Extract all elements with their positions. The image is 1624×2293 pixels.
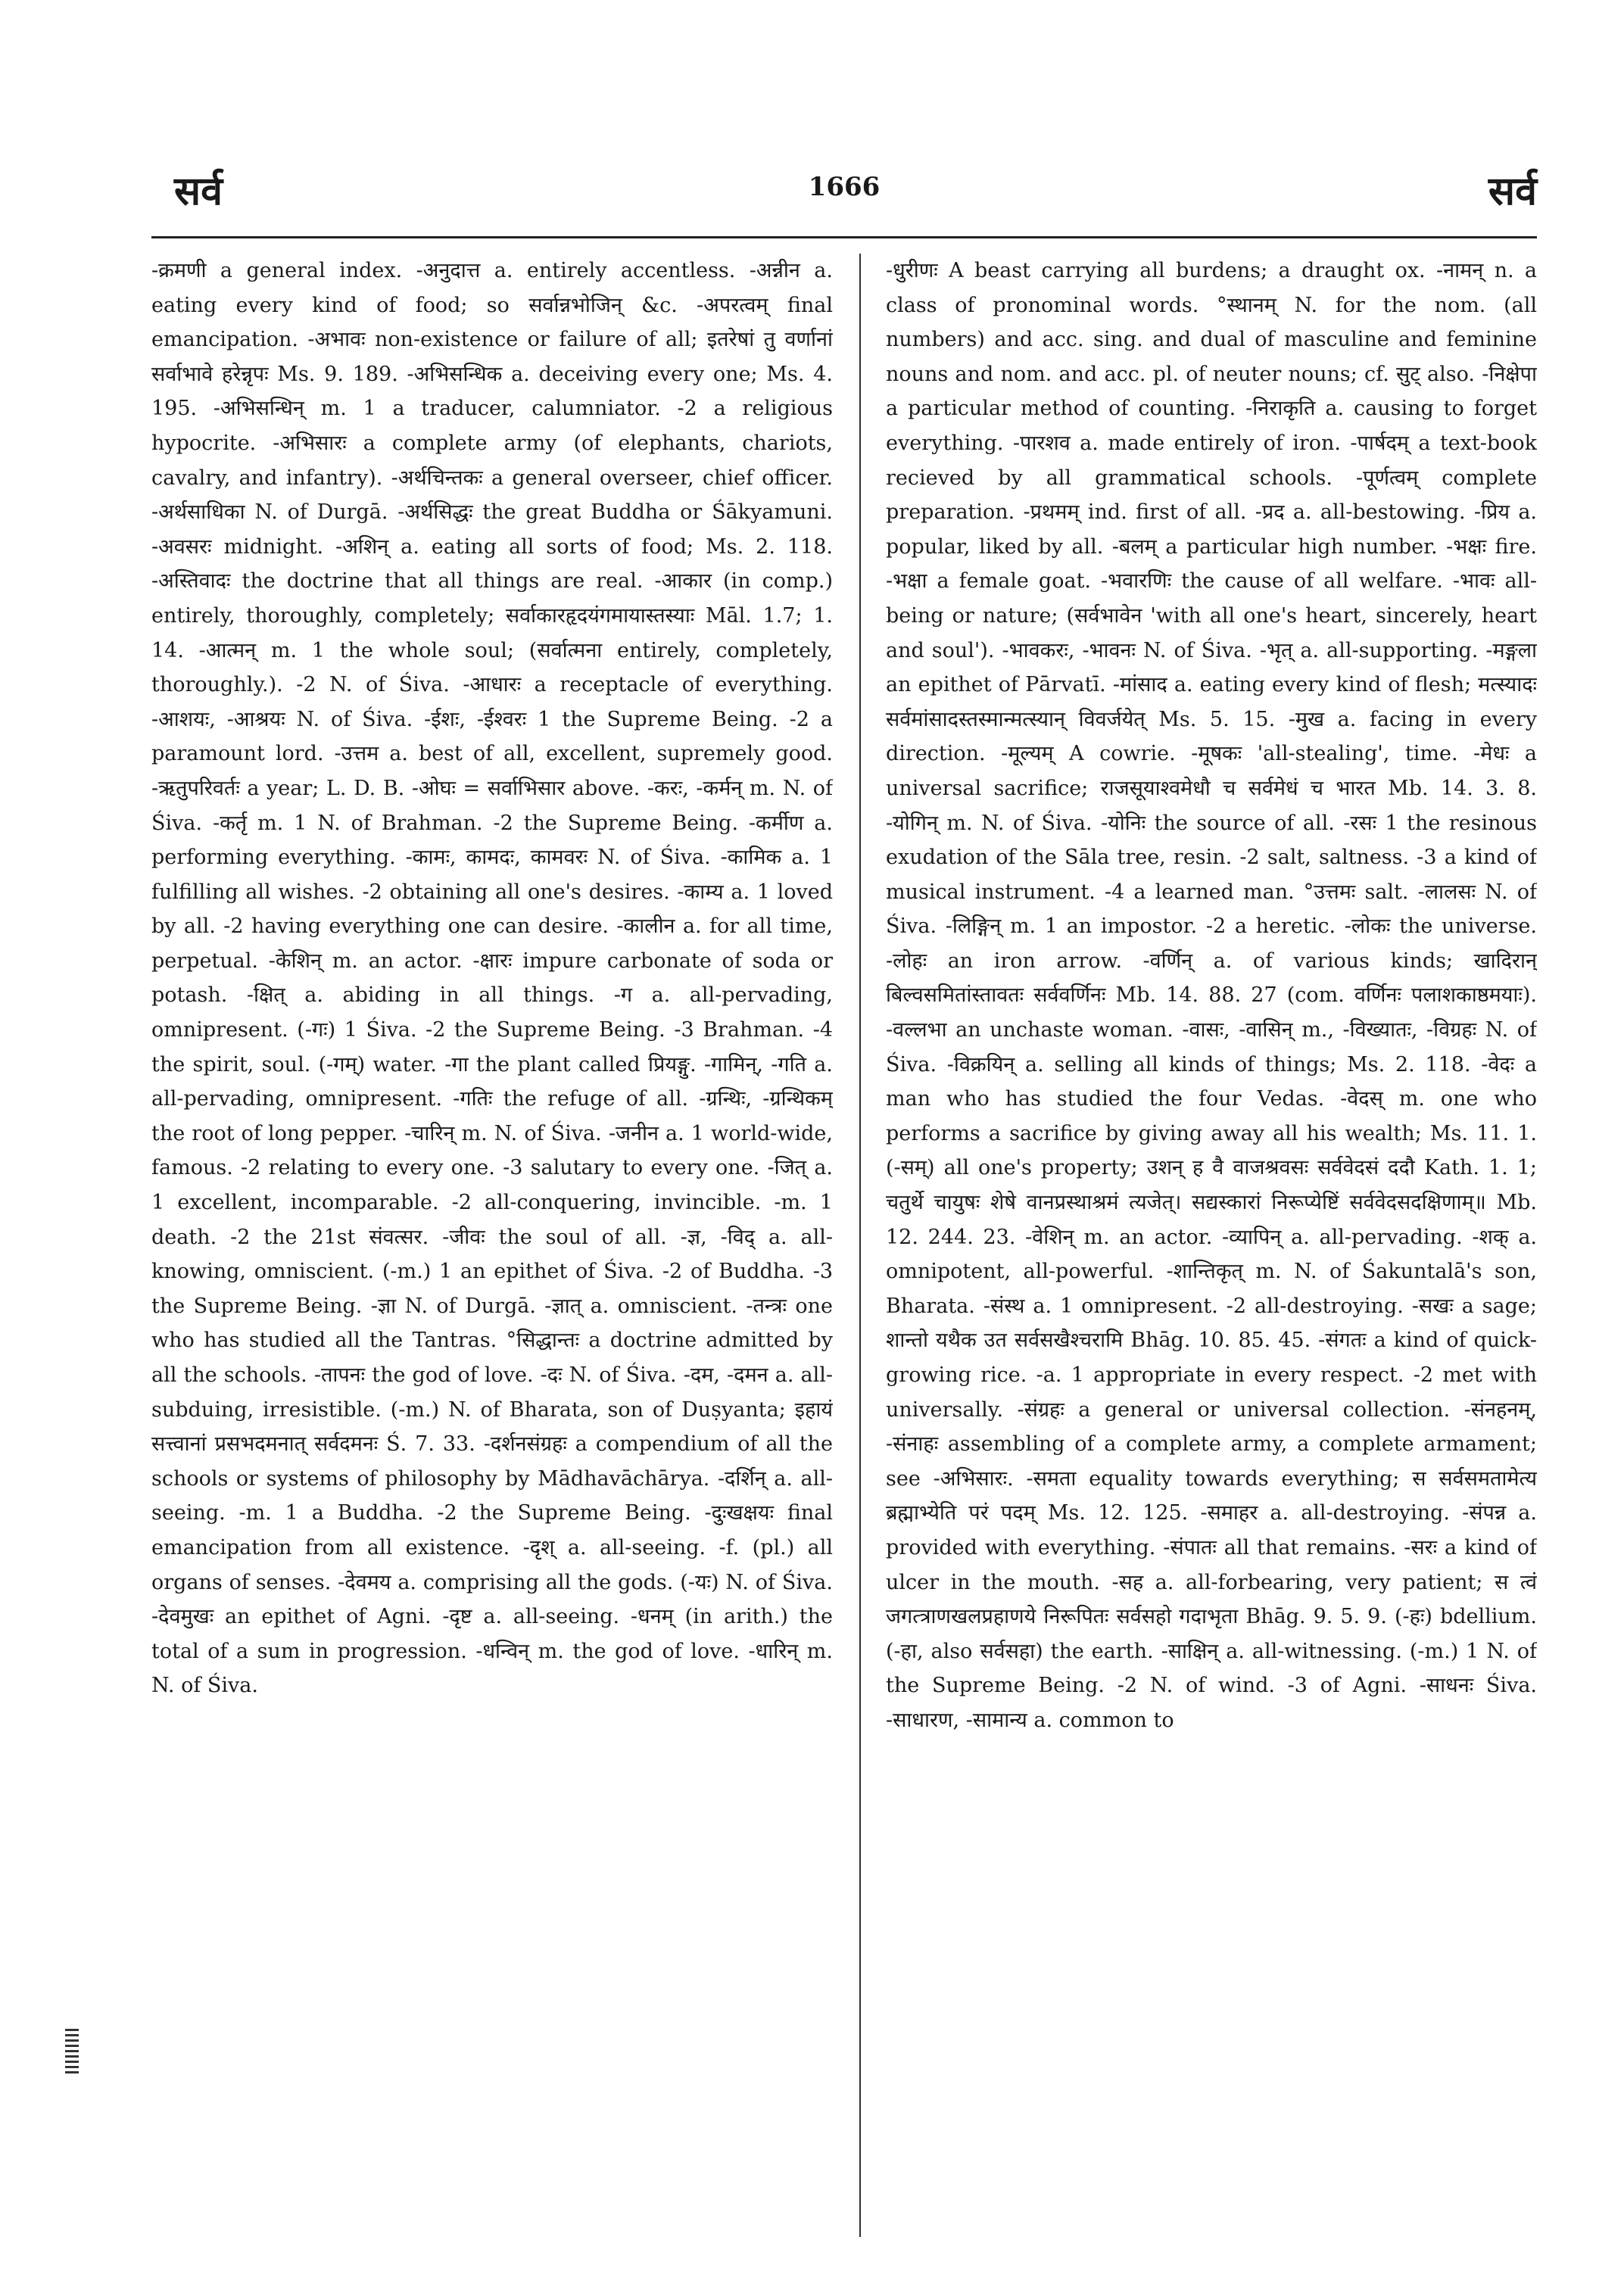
header-guide-word-right: सर्व — [1488, 169, 1537, 214]
header-guide-word-left: सर्व — [174, 169, 223, 214]
header-rule — [151, 236, 1537, 238]
left-column-text: -क्रमणी a general index. -अनुदात्त a. entirely accentless. -अन्नीन a. eating every kind of food; so सर्वान्नभोजिन् &c. -अपरत्वम् final emancipation. -अभावः non-existence or failure of all; इतरेषां तु वर्णानां सर्वाभावे हरेन्नृपः Ms. 9. 189. -अभिसन्धिक a. deceiving every one; Ms. 4. 195. -अभिसन्धिन् m. 1 a traducer, calumniator. -2 a religious hypocrite. -अभिसारः a complete army (of elephants, chariots, cavalry, and infantry). -अर्थचिन्तकः a general overseer, chief officer. -अर्थसाधिका N. of Durgā. -अर्थसिद्धः the great Buddha or Śākyamuni. -अवसरः midnight. -अशिन् a. eating all sorts of food; Ms. 2. 118. -अस्तिवादः the doctrine that all things are real. -आकार (in comp.) entirely, thoroughly, completely; सर्वाकारहृदयंगमायास्तस्याः Māl. 1.7; 1. 14. -आत्मन् m. 1 the whole soul; (सर्वात्मना entirely, completely, thoroughly.). -2 N. of Śiva. -आधारः a receptacle of everything. -आशयः, -आश्रयः N. of Śiva. -ईशः, -ईश्वरः 1 the Supreme Being. -2 a paramount lord. -उत्तम a. best of all, excellent, supremely good. -ऋतुपरिवर्तः a year; L. D. B. -ओघः = सर्वाभिसार above. -करः, -कर्मन् m. N. of Śiva. -कर्तृ m. 1 N. of Brahman. -2 the Supreme Being. -कर्मीण a. performing everything. -कामः, कामदः, कामवरः N. of Śiva. -कामिक a. 1 fulfilling all wishes. -2 obtaining all one's desires. -काम्य a. 1 loved by all. -2 having everything one can desire. -कालीन a. for all time, perpetual. -केशिन् m. an actor. -क्षारः impure carbonate of soda or potash. -क्षित् a. abiding in all things. -ग a. all-pervading, omnipresent. (-गः) 1 Śiva. -2 the Supreme Being. -3 Brahman. -4 the spirit, soul. (-गम्) water. -गा the plant called प्रियङ्गु. -गामिन्, -गति a. all-pervading, omnipresent. -गतिः the refuge of all. -ग्रन्थिः, -ग्रन्थिकम् the root of long pepper. -चारिन् m. N. of Śiva. -जनीन a. 1 world-wide, famous. -2 relating to every one. -3 salutary to every one. -जित् a. 1 excellent, incomparable. -2 all-conquering, invincible. -m. 1 death. -2 the 21st संवत्सर. -जीवः the soul of all. -ज्ञ, -विद् a. all-knowing, omniscient. (-m.) 1 an epithet of Śiva. -2 of Buddha. -3 the Supreme Being. -ज्ञा N. of Durgā. -ज्ञात् a. omniscient. -तन्त्रः one who has studied all the Tantras. °सिद्धान्तः a doctrine admitted by all the schools. -तापनः the god of love. -दः N. of Śiva. -दम, -दमन a. all-subduing, irresistible. (-m.) N. of Bharata, son of Duṣyanta; इहायं सत्त्वानां प्रसभदमनात् सर्वदमनः Ś. 7. 33. -दर्शनसंग्रहः a compendium of all the schools or systems of philosophy by Mādhavāchārya. -दर्शिन् a. all-seeing. -m. 1 a Buddha. -2 the Supreme Being. -दुःखक्षयः final emancipation from all existence. -दृश् a. all-seeing. -f. (pl.) all organs of senses. -देवमय a. comprising all the gods. (-यः) N. of Śiva. -देवमुखः an epithet of Agni. -दृष्ट a. all-seeing. -धनम् (in arith.) the total of a sum in progression. -धन्विन् m. the god of love. -धारिन् m. N. of Śiva. — [151, 259, 833, 1698]
margin-mark — [65, 2029, 79, 2074]
right-column — [886, 254, 1537, 2237]
page-header — [151, 163, 1537, 231]
left-column — [151, 254, 833, 2237]
column-divider — [859, 254, 861, 2237]
page-number: 1666 — [808, 172, 881, 202]
right-column-text: -धुरीणः A beast carrying all burdens; a draught ox. -नामन् n. a class of pronominal words. °स्थानम् N. for the nom. (all numbers) and acc. sing. and dual of masculine and feminine nouns and nom. and acc. pl. of neuter nouns; cf. सुट् also. -निक्षेपा a particular method of counting. -निराकृति a. causing to forget everything. -पारशव a. made entirely of iron. -पार्षदम् a text-book recieved by all grammatical schools. -पूर्णत्वम् complete preparation. -प्रथमम् ind. first of all. -प्रद a. all-bestowing. -प्रिय a. popular, liked by all. -बलम् a particular high number. -भक्षः fire. -भक्षा a female goat. -भवारणिः the cause of all welfare. -भावः all-being or nature; (सर्वभावेन 'with all one's heart, sincerely, heart and soul'). -भावकरः, -भावनः N. of Śiva. -भृत् a. all-supporting. -मङ्गला an epithet of Pārvatī. -मांसाद a. eating every kind of flesh; मत्स्यादः सर्वमांसादस्तस्मान्मत्स्यान् विवर्जयेत् Ms. 5. 15. -मुख a. facing in every direction. -मूल्यम् A cowrie. -मूषकः 'all-stealing', time. -मेधः a universal sacrifice; राजसूयाश्वमेधौ च सर्वमेधं च भारत Mb. 14. 3. 8. -योगिन् m. N. of Śiva. -योनिः the source of all. -रसः 1 the resinous exudation of the Sāla tree, resin. -2 salt, saltness. -3 a kind of musical instrument. -4 a learned man. °उत्तमः salt. -लालसः N. of Śiva. -लिङ्गिन् m. 1 an impostor. -2 a heretic. -लोकः the universe. -लोहः an iron arrow. -वर्णिन् a. of various kinds; खादिरान् बिल्वसमितांस्तावतः सर्ववर्णिनः Mb. 14. 88. 27 (com. वर्णिनः पलाशकाष्ठमयाः). -वल्लभा an unchaste woman. -वासः, -वासिन् m., -विख्यातः, -विग्रहः N. of Śiva. -विक्रयिन् a. selling all kinds of things; Ms. 2. 118. -वेदः a man who has studied the four Vedas. -वेदस् m. one who performs a sacrifice by giving away all his wealth; Ms. 11. 1. (-सम्) all one's property; उशन् ह वै वाजश्रवसः सर्ववेदसं ददौ Kath. 1. 1; चतुर्थे चायुषः शेषे वानप्रस्थाश्रमं त्यजेत्। सद्यस्कारां निरूप्येष्टिं सर्ववेदसदक्षिणाम्॥ Mb. 12. 244. 23. -वेशिन् m. an actor. -व्यापिन् a. all-pervading. -शक् a. omnipotent, all-powerful. -शान्तिकृत् m. N. of Śakuntalā's son, Bharata. -संस्थ a. 1 omnipresent. -2 all-destroying. -सखः a sage; शान्तो यथैक उत सर्वसखैश्चरामि Bhāg. 10. 85. 45. -संगतः a kind of quick-growing rice. -a. 1 appropriate in every respect. -2 met with universally. -संग्रहः a general or universal collection. -संनहनम्, -संनाहः assembling of a complete army, a complete armament; see -अभिसारः. -समता equality towards everything; स सर्वसमतामेत्य ब्रह्माभ्येति परं पदम् Ms. 12. 125. -समाहर a. all-destroying. -संपन्न a. provided with everything. -संपातः all that remains. -सरः a kind of ulcer in the mouth. -सह a. all-forbearing, very patient; स त्वं जगत्त्राणखलप्रहाणये निरूपितः सर्वसहो गदाभृता Bhāg. 9. 5. 9. (-हः) bdellium. (-हा, also सर्वसहा) the earth. -साक्षिन् a. all-witnessing. (-m.) 1 N. of the Supreme Being. -2 N. of wind. -3 of Agni. -साधनः Śiva. -साधारण, -सामान्य a. common to — [886, 259, 1537, 1732]
